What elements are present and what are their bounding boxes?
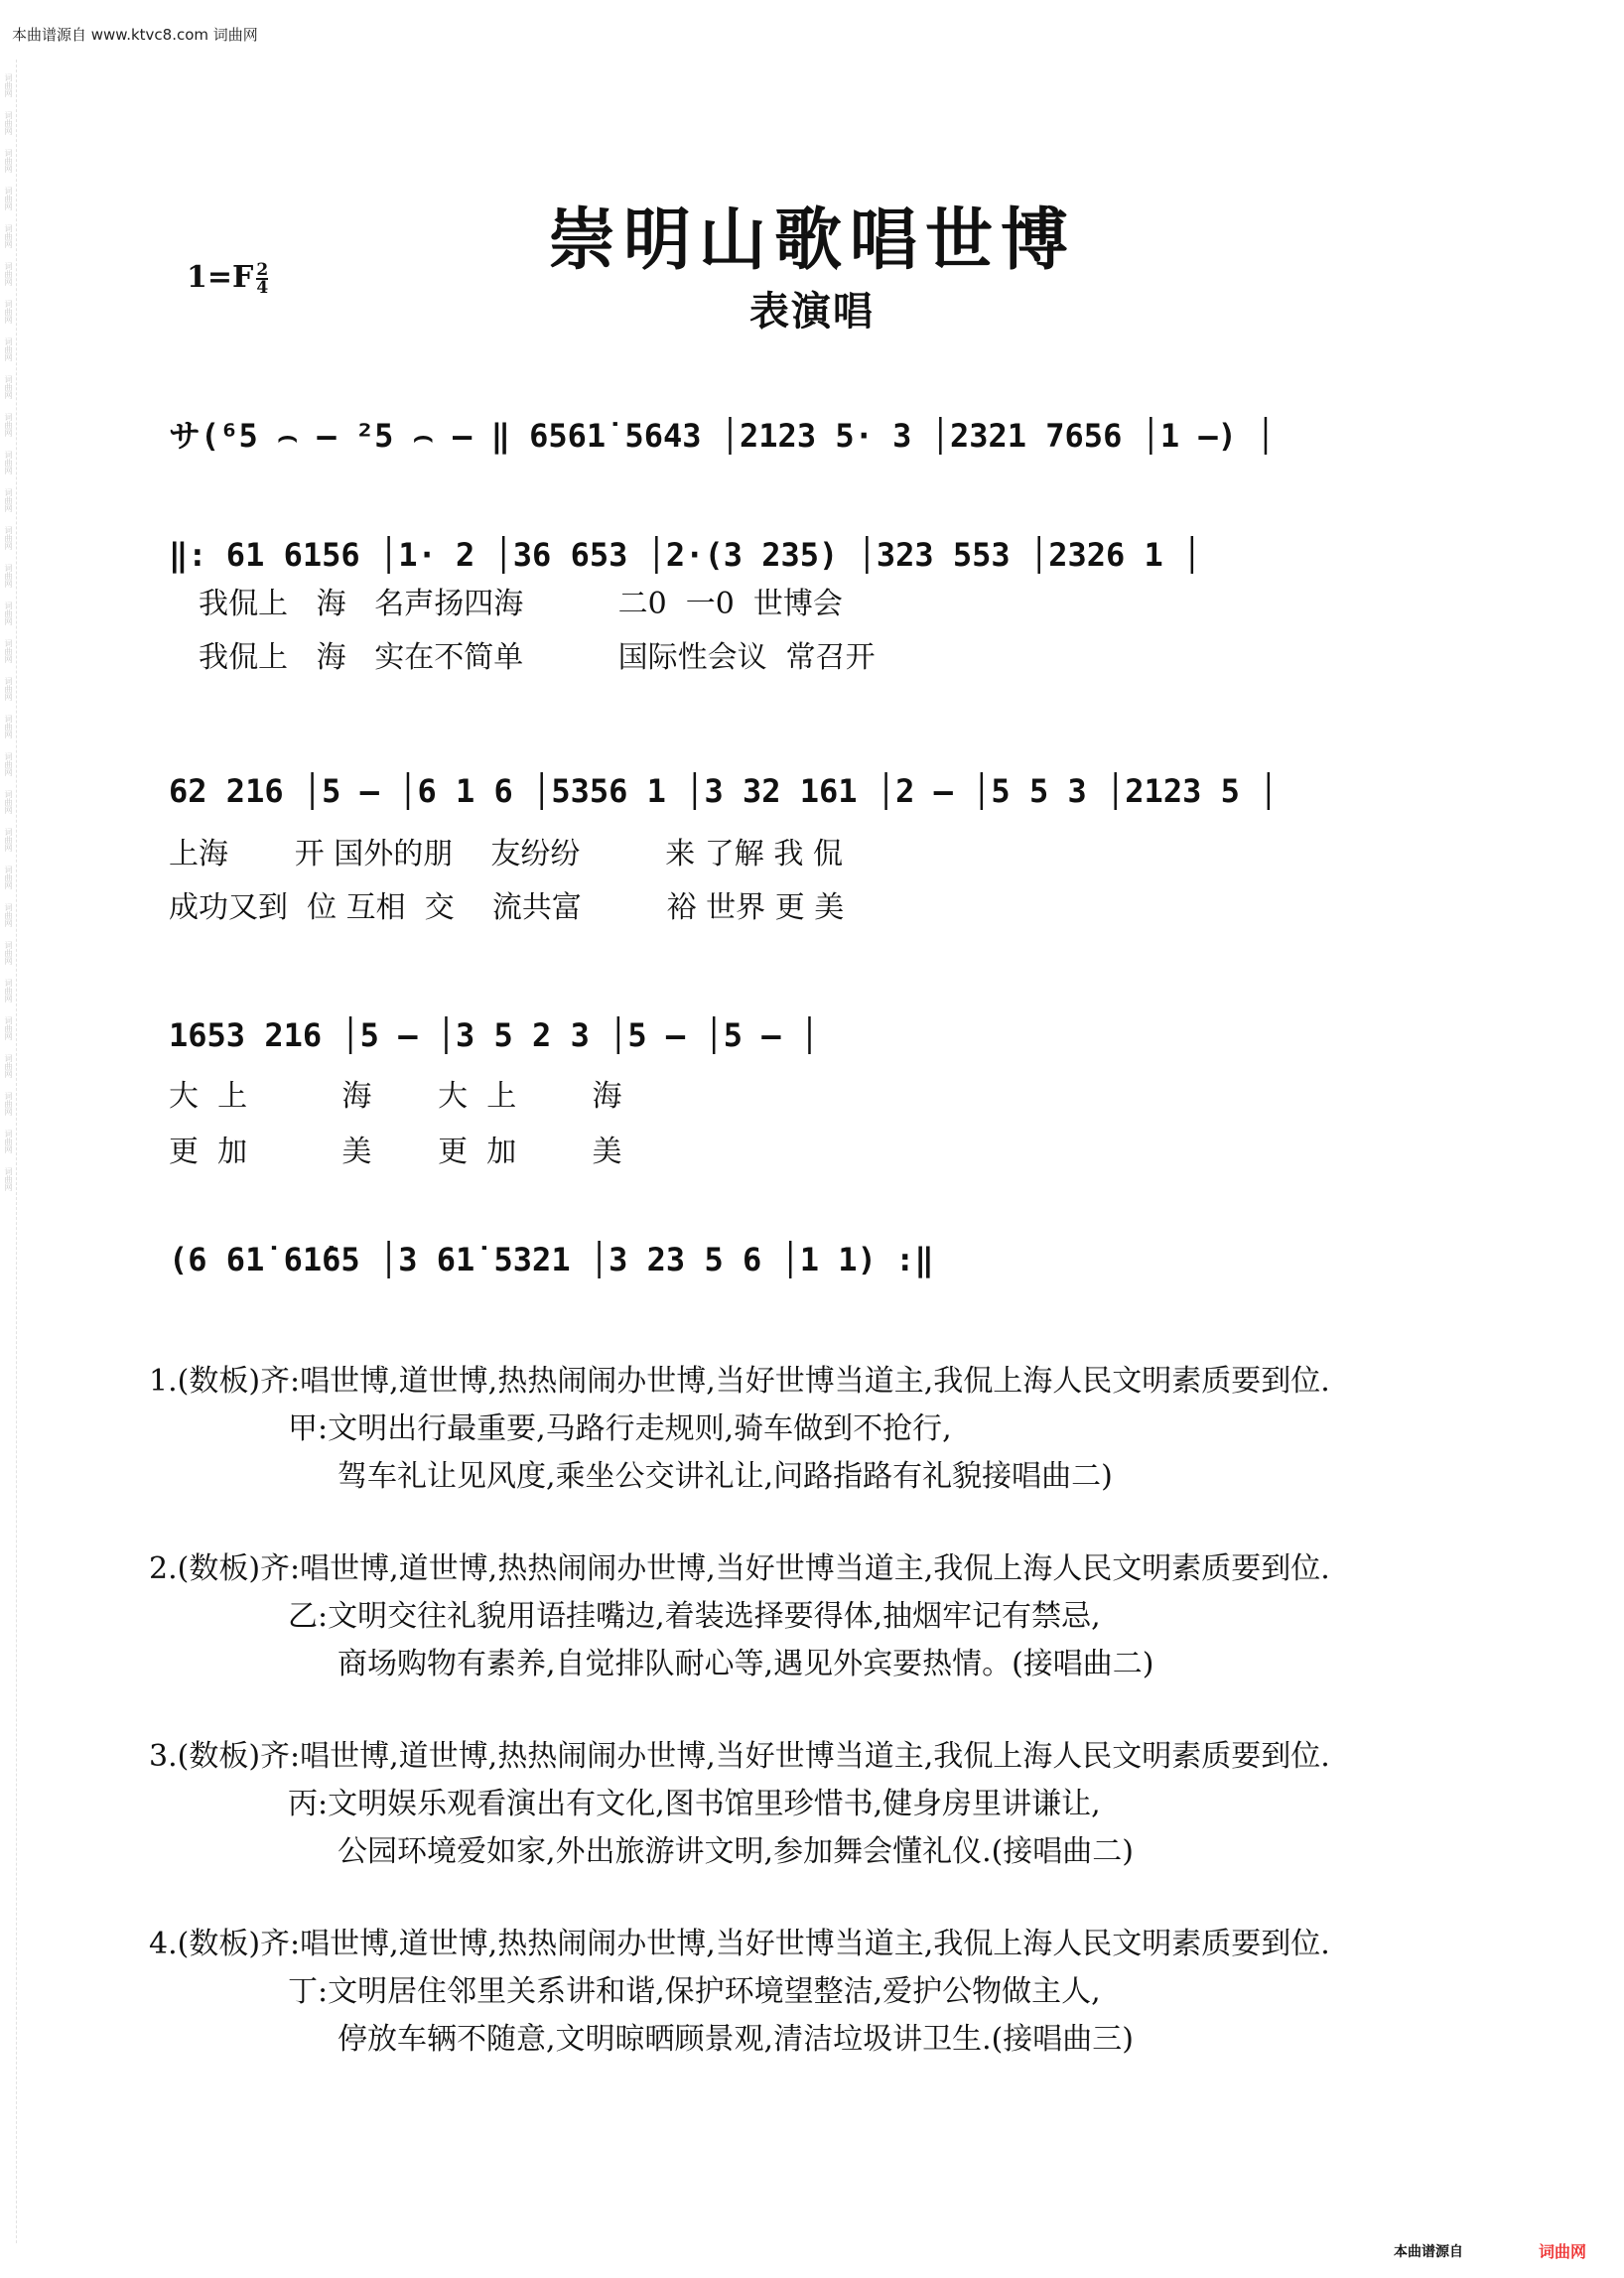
sidebar-watermark: 词曲网 — [4, 790, 13, 814]
song-title: 崇明山歌唱世博 — [547, 201, 1076, 280]
header-credit: 本曲谱源自 www.ktvc8.com 词曲网 — [12, 26, 258, 44]
sidebar-watermark: 词曲网 — [4, 1054, 13, 1078]
key-signature — [187, 260, 268, 296]
verses — [149, 1358, 1558, 2108]
sidebar-watermark: 词曲网 — [4, 149, 13, 173]
verse-line: 4.(数板)齐:唱世博,道世博,热热闹闹办世博,当好世博当道主,我侃上海人民文明素质要到位. — [149, 1927, 1330, 1961]
sidebar-watermark: 词曲网 — [4, 828, 13, 852]
sidebar-watermark: 词曲网 — [4, 1167, 13, 1191]
verse-2 — [149, 1545, 1558, 1688]
time-bottom: 4 — [256, 278, 269, 298]
sidebar-watermark: 词曲网 — [4, 903, 13, 927]
sidebar-watermark: 词曲网 — [4, 111, 13, 135]
score-line-lyrics: 成功又到 位 互相 交 流共富 裕 世界 更 美 — [169, 890, 845, 925]
verse-line: 停放车辆不随意,文明晾晒顾景观,清洁垃圾讲卫生.(接唱曲三) — [338, 2022, 1135, 2057]
sidebar-watermark: 词曲网 — [4, 451, 13, 474]
score-line-3 — [169, 771, 1278, 925]
time-signature — [256, 262, 268, 296]
score-line-lyrics: 大 上 海 大 上 海 — [169, 1079, 622, 1114]
sidebar-watermark: 词曲网 — [4, 337, 13, 361]
sidebar-watermark: 词曲网 — [4, 979, 13, 1003]
score-line-notes: 1653 216 │5 – │3 5 2 3 │5 – │5 – │ — [169, 1016, 820, 1054]
footer-source: 本曲谱源自 — [1394, 2244, 1463, 2260]
score-line-4 — [169, 1015, 819, 1169]
sidebar-watermark: 词曲网 — [4, 752, 13, 776]
sidebar-watermark: 词曲网 — [4, 602, 13, 625]
verse-line: 1.(数板)齐:唱世博,道世博,热热闹闹办世博,当好世博当道主,我侃上海人民文明素质要到位. — [149, 1364, 1330, 1399]
sidebar-watermark: 词曲网 — [4, 488, 13, 512]
sidebar-watermark: 词曲网 — [4, 1130, 13, 1153]
verse-line: 驾车礼让见风度,乘坐公交讲礼让,问路指路有礼貌接唱曲二) — [338, 1459, 1113, 1494]
score — [169, 397, 1449, 1310]
sidebar-watermark: 词曲网 — [4, 73, 13, 97]
score-svg — [169, 397, 1449, 1310]
score-line-notes: ‖: 61 6156 │1· 2 │36 653 │2·(3 235) │323 553 │2326 1 │ — [169, 536, 1202, 574]
sidebar-watermark: 词曲网 — [4, 224, 13, 248]
sidebar-watermark: 词曲网 — [4, 715, 13, 738]
score-line-1 — [169, 416, 1275, 456]
score-line-lyrics: 更 加 美 更 加 美 — [169, 1135, 622, 1169]
score-line-notes: 62 216 │5 – │6 1 6 │5356 1 │3 32 161 │2 – │5 5 3 │2123 5 │ — [169, 772, 1279, 810]
sidebar-watermark: 词曲网 — [4, 941, 13, 965]
sidebar-watermark: 词曲网 — [4, 187, 13, 210]
time-top: 2 — [256, 260, 269, 280]
verse-line: 丁:文明居住邻里关系讲和谐,保护环境望整洁,爱护公物做主人, — [288, 1974, 1101, 2009]
sidebar-watermark: 词曲网 — [4, 564, 13, 588]
verse-3 — [149, 1733, 1558, 1876]
song-subtitle: 表演唱 — [749, 289, 875, 335]
sidebar-watermark: 词曲网 — [4, 1016, 13, 1040]
score-line-lyrics: 上海 开 国外的朋 友纷纷 来 了解 我 侃 — [169, 837, 843, 871]
score-line-notes: (6 61̇ 61̇65 │3 61̇ 5321 │3 23 5 6 │1 1) :‖ — [169, 1241, 934, 1278]
verse-line: 3.(数板)齐:唱世博,道世博,热热闹闹办世博,当好世博当道主,我侃上海人民文明素质要到位. — [149, 1739, 1330, 1774]
sidebar-watermark: 词曲网 — [4, 262, 13, 286]
score-line-lyrics: 我侃上 海 实在不简单 国际性会议 常召开 — [199, 640, 876, 675]
sidebar-watermark: 词曲网 — [4, 300, 13, 324]
key-label: 1=F — [187, 260, 254, 295]
sidebar-watermark: 词曲网 — [4, 866, 13, 889]
score-line-2 — [169, 535, 1201, 675]
verse-line: 丙:文明娱乐观看演出有文化,图书馆里珍惜书,健身房里讲谦让, — [288, 1787, 1101, 1821]
verse-1 — [149, 1358, 1558, 1501]
verse-line: 甲:文明出行最重要,马路行走规则,骑车做到不抢行, — [288, 1411, 952, 1446]
sidebar-watermark-strip — [0, 60, 17, 2243]
sidebar-watermark: 词曲网 — [4, 677, 13, 701]
verse-line: 乙:文明交往礼貌用语挂嘴边,着装选择要得体,抽烟牢记有禁忌, — [288, 1599, 1101, 1634]
verse-line: 公园环境爱如家,外出旅游讲文明,参加舞会懂礼仪.(接唱曲二) — [338, 1834, 1135, 1869]
score-line-notes: サ(⁶5 ⌢ – ²5 ⌢ – ‖ 6561̇ 5643 │2123 5· 3 │2321 7656 │1 –) │ — [169, 417, 1276, 455]
sidebar-watermark: 词曲网 — [4, 639, 13, 663]
sidebar-watermark: 词曲网 — [4, 526, 13, 550]
verse-line: 商场购物有素养,自觉排队耐心等,遇见外宾要热情。(接唱曲二) — [338, 1647, 1154, 1681]
score-line-5 — [169, 1240, 934, 1279]
score-line-lyrics: 我侃上 海 名声扬四海 二0 一0 世博会 — [199, 587, 843, 621]
sidebar-watermark: 词曲网 — [4, 1092, 13, 1116]
sidebar-watermark: 词曲网 — [4, 413, 13, 437]
sidebar-watermark: 词曲网 — [4, 375, 13, 399]
footer-site-link[interactable]: 词曲网 — [1539, 2242, 1587, 2261]
verse-line: 2.(数板)齐:唱世博,道世博,热热闹闹办世博,当好世博当道主,我侃上海人民文明素质要到位. — [149, 1551, 1330, 1586]
verse-4 — [149, 1921, 1558, 2064]
